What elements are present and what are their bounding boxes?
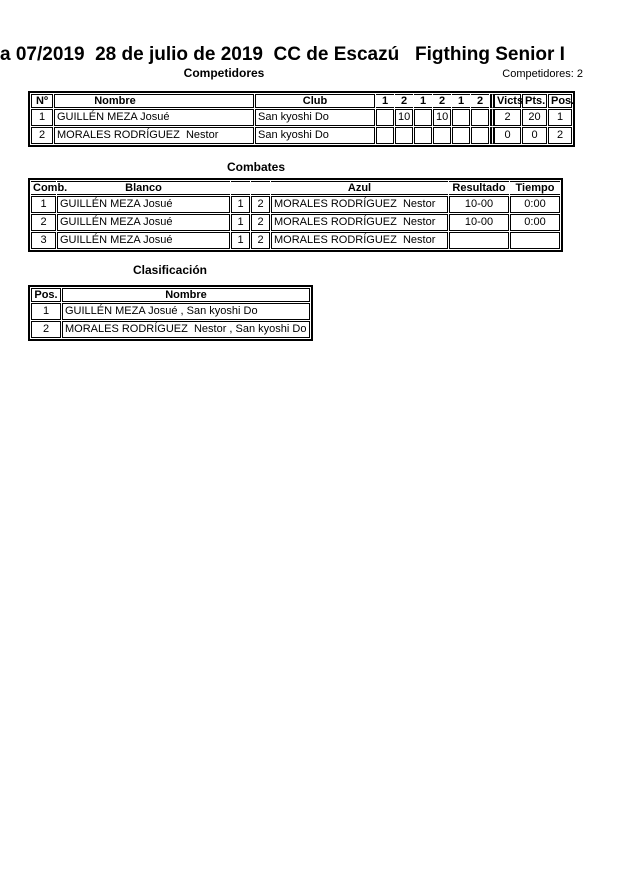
- cell-comb: 3: [31, 232, 56, 249]
- cell-azul: MORALES RODRÍGUEZ Nestor: [271, 196, 448, 213]
- clasificacion-heading: Clasificación: [132, 263, 208, 277]
- col-header-round-6: 2: [471, 94, 489, 108]
- col-header-nombre: Nombre: [54, 94, 254, 108]
- cell-pos: 2: [548, 127, 572, 144]
- col-header-nombre: Nombre: [62, 288, 310, 302]
- col-header-round-1: 1: [376, 94, 394, 108]
- report-title: a 07/2019 28 de julio de 2019 CC de Escazú Figthing Senior I: [0, 44, 565, 65]
- col-header-comb: Comb.: [33, 182, 68, 194]
- cell-corner-1: 1: [231, 232, 250, 249]
- cell-corner-2: 2: [251, 196, 270, 213]
- cell-resultado: 10-00: [449, 196, 509, 213]
- cell-blanco: GUILLÉN MEZA Josué: [57, 232, 230, 249]
- cell-nombre: MORALES RODRÍGUEZ Nestor , San kyoshi Do: [62, 321, 310, 338]
- table-row: [31, 109, 572, 126]
- cell-round: [471, 127, 489, 144]
- cell-resultado: [449, 232, 509, 249]
- cell-pos: 2: [31, 321, 61, 338]
- cell-num: 2: [31, 127, 53, 144]
- cell-corner-1: 1: [231, 214, 250, 231]
- col-header-resultado: Resultado: [449, 181, 509, 195]
- col-header-round-4: 2: [433, 94, 451, 108]
- cell-azul: MORALES RODRÍGUEZ Nestor: [271, 214, 448, 231]
- cell-azul: MORALES RODRÍGUEZ Nestor: [271, 232, 448, 249]
- cell-club: San kyoshi Do: [255, 109, 375, 126]
- cell-num: 1: [31, 109, 53, 126]
- cell-tiempo: [510, 232, 560, 249]
- cell-blanco: GUILLÉN MEZA Josué: [57, 214, 230, 231]
- col-header-spacer-1: [231, 181, 250, 195]
- table-row: [31, 303, 310, 320]
- combates-heading: Combates: [226, 160, 285, 174]
- table-row: [31, 214, 560, 231]
- col-header-round-2: 2: [395, 94, 413, 108]
- cell-corner-2: 2: [251, 232, 270, 249]
- cell-nombre: GUILLÉN MEZA Josué , San kyoshi Do: [62, 303, 310, 320]
- table-row: [31, 127, 572, 144]
- cell-pos: 1: [548, 109, 572, 126]
- cell-corner-1: 1: [231, 196, 250, 213]
- col-header-spacer-2: [251, 181, 270, 195]
- cell-round: [452, 109, 470, 126]
- cell-tiempo: 0:00: [510, 196, 560, 213]
- table-row: [31, 196, 560, 213]
- cell-victs: 2: [490, 109, 521, 126]
- cell-tiempo: 0:00: [510, 214, 560, 231]
- cell-nombre: GUILLÉN MEZA Josué: [54, 109, 254, 126]
- col-header-num: Nº: [31, 94, 53, 108]
- competidores-count: Competidores: 2: [502, 68, 583, 80]
- col-header-pos: Pos.: [31, 288, 61, 302]
- col-header-round-5: 1: [452, 94, 470, 108]
- cell-pts: 0: [522, 127, 547, 144]
- cell-round: [471, 109, 489, 126]
- cell-comb: 2: [31, 214, 56, 231]
- cell-round: 10: [395, 109, 413, 126]
- col-header-blanco: Blanco: [57, 181, 230, 195]
- col-header-azul: Azul: [271, 181, 448, 195]
- competidores-heading: Competidores: [183, 66, 265, 80]
- col-header-tiempo: Tiempo: [510, 181, 560, 195]
- cell-round: [395, 127, 413, 144]
- cell-round: [376, 127, 394, 144]
- cell-round: [452, 127, 470, 144]
- col-header-round-3: 1: [414, 94, 432, 108]
- clasificacion-header-row: [31, 288, 310, 302]
- cell-comb: 1: [31, 196, 56, 213]
- col-header-pos: Pos.: [548, 94, 572, 108]
- cell-pts: 20: [522, 109, 547, 126]
- cell-round: [414, 109, 432, 126]
- cell-resultado: 10-00: [449, 214, 509, 231]
- cell-club: San kyoshi Do: [255, 127, 375, 144]
- combates-table: [28, 178, 563, 252]
- cell-round: [376, 109, 394, 126]
- cell-pos: 1: [31, 303, 61, 320]
- cell-blanco: GUILLÉN MEZA Josué: [57, 196, 230, 213]
- cell-corner-2: 2: [251, 214, 270, 231]
- cell-nombre: MORALES RODRÍGUEZ Nestor: [54, 127, 254, 144]
- col-header-pts: Pts.: [522, 94, 547, 108]
- cell-victs: 0: [490, 127, 521, 144]
- competidores-table: [28, 91, 575, 147]
- col-header-victs: Victs: [490, 94, 521, 108]
- cell-round: 10: [433, 109, 451, 126]
- col-header-club: Club: [255, 94, 375, 108]
- table-row: [31, 321, 310, 338]
- competidores-header-row: [31, 94, 572, 108]
- combates-header-row: [31, 181, 560, 195]
- cell-round: [433, 127, 451, 144]
- cell-round: [414, 127, 432, 144]
- clasificacion-table: [28, 285, 313, 341]
- table-row: [31, 232, 560, 249]
